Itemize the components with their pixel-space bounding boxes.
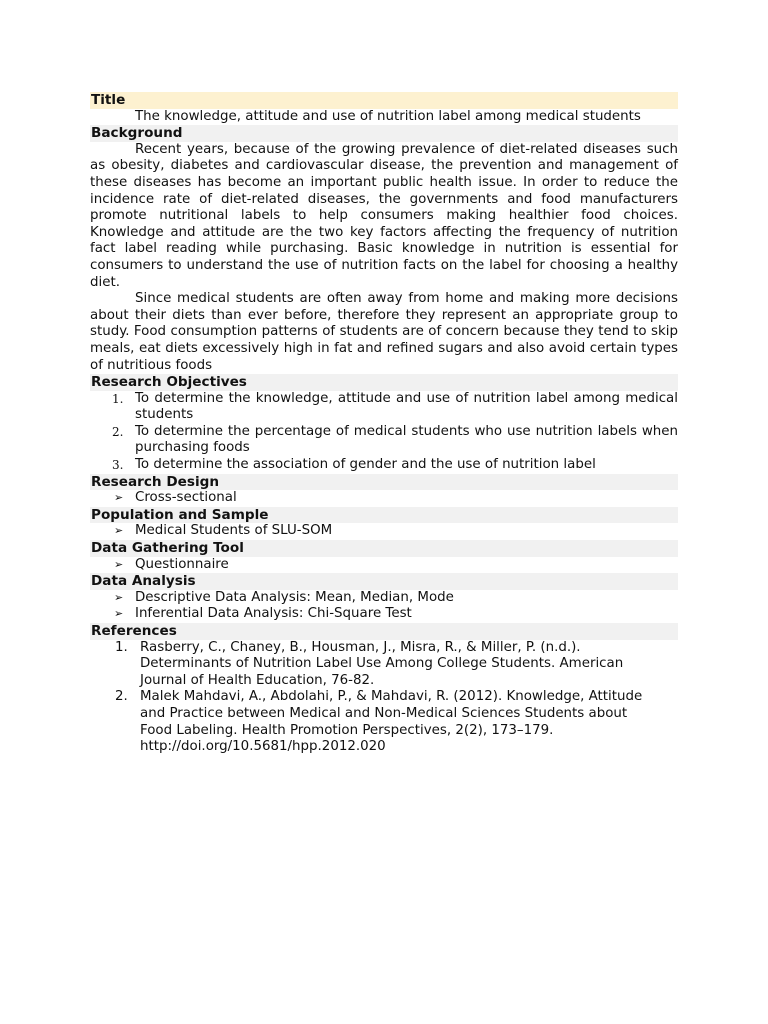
list-item: 3. To determine the association of gender and the use of nutrition label bbox=[112, 457, 596, 473]
analysis-heading: Data Analysis bbox=[90, 573, 678, 590]
background-heading: Background bbox=[90, 125, 678, 142]
analysis-list bbox=[90, 590, 678, 623]
objectives-list bbox=[90, 391, 678, 474]
list-item: ➢ Medical Students of SLU-SOM bbox=[114, 523, 333, 539]
population-list bbox=[90, 523, 678, 540]
list-item: ➢ Questionnaire bbox=[114, 556, 229, 572]
reference-doi-link: http://doi.org/10.5681/hpp.2012.020 bbox=[140, 739, 386, 755]
list-item: ➢ Descriptive Data Analysis: Mean, Median, Mode bbox=[114, 589, 454, 605]
study-title: The knowledge, attitude and use of nutrition label among medical students bbox=[135, 108, 641, 124]
objectives-heading: Research Objectives bbox=[90, 374, 678, 391]
document-page bbox=[90, 92, 678, 756]
list-item: ➢ Cross-sectional bbox=[114, 490, 237, 506]
design-heading: Research Design bbox=[90, 474, 678, 491]
title-heading: Title bbox=[90, 92, 678, 109]
list-item: 2. To determine the percentage of medical students who use nutrition labels when purchasing foods bbox=[112, 423, 678, 456]
arrow-bullet-icon: ➢ bbox=[114, 607, 124, 621]
background-paragraph-2: Since medical students are often away from home and making more decisions about their diets than ever before, therefore they represent an appropriate group to study. Food consumption patterns of students are of concern because they tend to skip meals, eat diets excessively high in fat and refined sugars and also avoid certain types of nutritious foods bbox=[90, 291, 678, 373]
arrow-bullet-icon: ➢ bbox=[114, 524, 124, 538]
reference-item: 2. Malek Mahdavi, A., Abdolahi, P., & Mahdavi, R. (2012). Knowledge, Attitude and Practice between Medical and Non-Medical Sciences Students about Food Labeling. Health Promotion Perspectives, 2(2), 173–179. http://doi.org/10.5681/hpp.2012.020 bbox=[90, 689, 678, 755]
reference-item: 1. Rasberry, C., Chaney, B., Housman, J., Misra, R., & Miller, P. (n.d.). Determinants of Nutrition Label Use Among College Students. American Journal of Health Education, 76-82. bbox=[115, 639, 624, 688]
population-heading: Population and Sample bbox=[90, 507, 678, 524]
arrow-bullet-icon: ➢ bbox=[114, 557, 124, 571]
list-item: ➢ Inferential Data Analysis: Chi-Square Test bbox=[114, 606, 412, 622]
tool-heading: Data Gathering Tool bbox=[90, 540, 678, 557]
background-paragraph-1: Recent years, because of the growing prevalence of diet-related diseases such as obesity, diabetes and cardiovascular disease, the prevention and management of these diseases has become an important public health issue. In order to reduce the incidence rate of diet-related diseases, the governments and food manufacturers promote nutritional labels to help consumers making healthier food choices. Knowledge and attitude are the two key factors affecting the frequency of nutrition fact label reading while purchasing. Basic knowledge in nutrition is essential for consumers to understand the use of nutrition facts on the label for choosing a healthy diet. bbox=[90, 141, 678, 290]
references-list bbox=[90, 640, 678, 756]
arrow-bullet-icon: ➢ bbox=[114, 590, 124, 604]
list-item: 1. To determine the knowledge, attitude and use of nutrition label among medical students bbox=[112, 390, 678, 423]
arrow-bullet-icon: ➢ bbox=[114, 491, 124, 505]
tool-list bbox=[90, 557, 678, 574]
design-list bbox=[90, 490, 678, 507]
references-heading: References bbox=[90, 623, 678, 640]
